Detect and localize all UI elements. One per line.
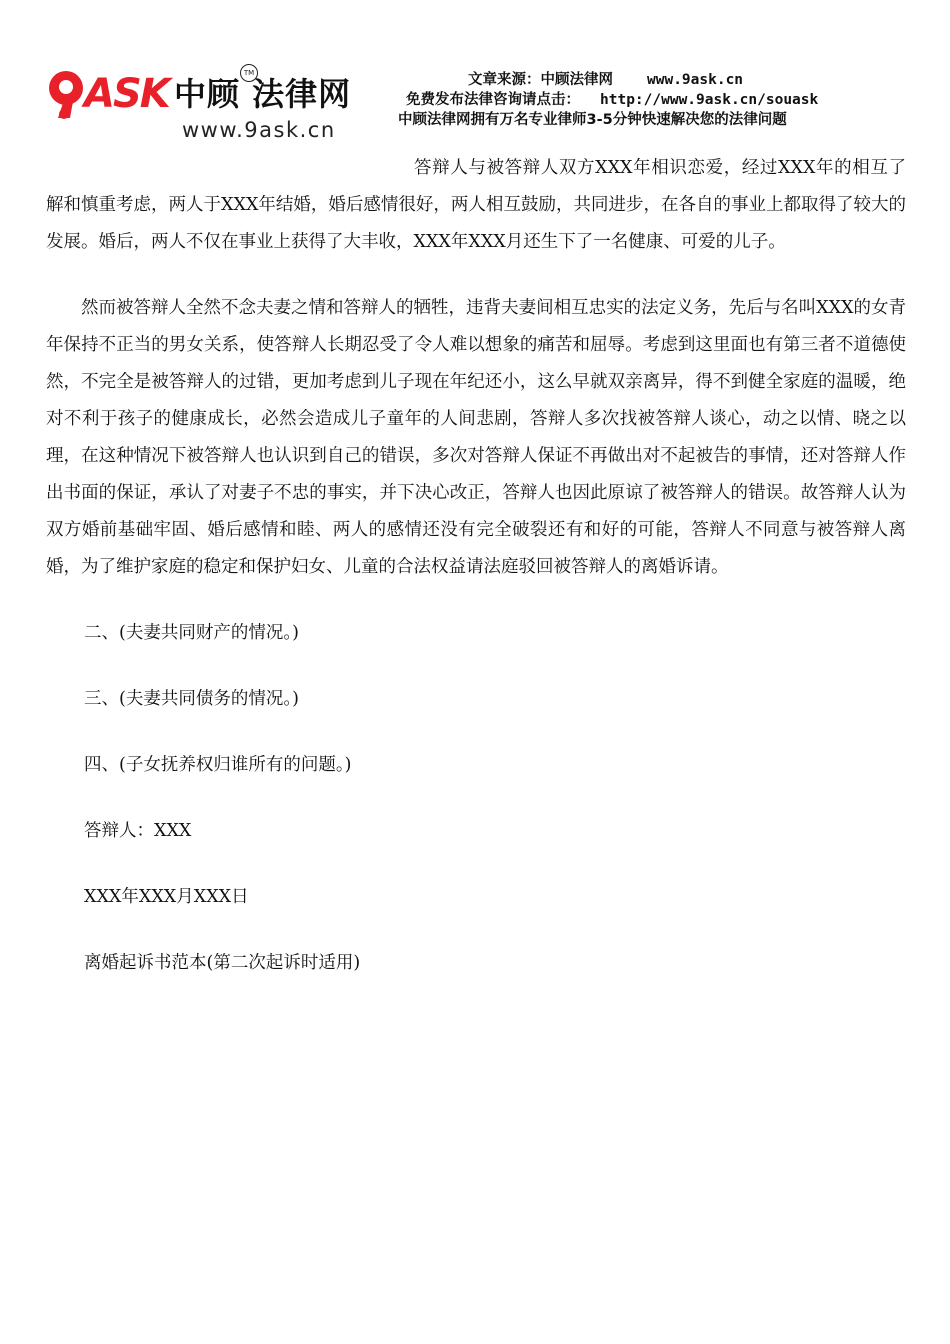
consult-link[interactable]: http://www.9ask.cn/souask (600, 92, 819, 108)
source-link[interactable]: www.9ask.cn (647, 72, 744, 88)
item-list (46, 615, 906, 982)
source-line (380, 70, 900, 90)
next-section-title: 离婚起诉书范本(第二次起诉时适用) (84, 953, 361, 973)
paragraph-1: 答辩人与被答辩人双方XXX年相识恋爱，经过XXX年的相互了解和慎重考虑，两人于XXX年结婚，婚后感情很好，两人相互鼓励，共同进步，在各自的事业上都取得了较大的发展。婚后，两人不仅在事业上获得了大丰收，XXX年XXX月还生下了一名健康、可爱的儿子。 (46, 158, 906, 252)
logo-url: www.9ask.cn (182, 118, 336, 142)
slogan: 中顾法律网拥有万名专业律师3-5分钟快速解决您的法律问题 (398, 112, 787, 128)
site-logo[interactable] (44, 64, 374, 144)
item-debt: 三、(夫妻共同债务的情况。) (84, 689, 299, 709)
logo-ask-letters: ASK (84, 71, 169, 117)
trademark-icon: TM (240, 64, 258, 82)
paragraph-2: 然而被答辩人全然不念夫妻之情和答辩人的牺牲，违背夫妻间相互忠实的法定义务，先后与名叫XXX的女青年保持不正当的男女关系，使答辩人长期忍受了令人难以想象的痛苦和屈辱。考虑到这里面也有第三者不道德使然，不完全是被答辩人的过错，更加考虑到儿子现在年纪还小，这么早就双亲离异，得不到健全家庭的温暖，绝对不利于孩子的健康成长，必然会造成儿子童年的人间悲剧，答辩人多次找被答辩人谈心，动之以情、晓之以理，在这种情况下被答辩人也认识到自己的错误，多次对答辩人保证不再做出对不起被告的事情，还对答辩人作出书面的保证，承认了对妻子不忠的事实，并下决心改正，答辩人也因此原谅了被答辩人的错误。故答辩人认为双方婚前基础牢固、婚后感情和睦、两人的感情还没有完全破裂还有和好的可能，答辩人不同意与被答辩人离婚，为了维护家庭的稳定和保护妇女、儿童的合法权益请法庭驳回被答辩人的离婚诉请。 (46, 298, 906, 577)
consult-label: 免费发布法律咨询请点击： (406, 92, 580, 108)
item-property: 二、(夫妻共同财产的情况。) (84, 623, 299, 643)
consult-line (380, 90, 900, 110)
document-body (46, 150, 906, 982)
source-label: 文章来源：中顾法律网 (468, 72, 613, 88)
header-info (380, 70, 900, 130)
respondent-signature: 答辩人：XXX (84, 821, 192, 841)
logo-chinese-name: 中顾 法律网 (174, 75, 352, 113)
signature-date: XXX年XXX月XXX日 (84, 887, 249, 907)
item-custody: 四、(子女抚养权归谁所有的问题。) (84, 755, 352, 775)
